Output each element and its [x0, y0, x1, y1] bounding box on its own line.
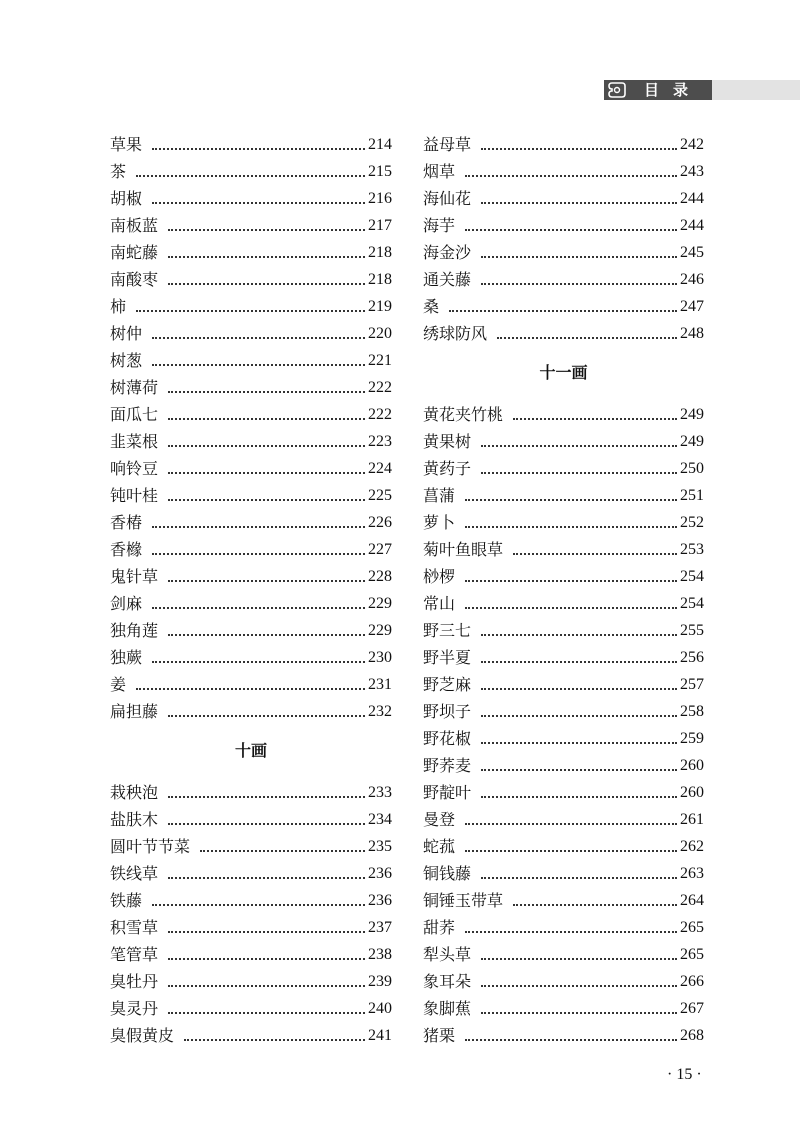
entry-name: 野荞麦 [423, 756, 472, 775]
entry-name: 胡椒 [110, 189, 143, 208]
dot-leader [168, 283, 365, 285]
entry-page: 225 [368, 487, 392, 504]
dot-leader [465, 526, 677, 528]
toc-entry [110, 317, 392, 344]
toc-entry [110, 479, 392, 506]
toc-entry [110, 263, 392, 290]
toc-entry [423, 857, 704, 884]
toc-entry [110, 1019, 392, 1046]
toc-entry [110, 614, 392, 641]
dot-leader [152, 661, 365, 663]
entry-page: 229 [368, 595, 392, 612]
dot-leader [481, 688, 677, 690]
entry-name: 扁担藤 [110, 702, 159, 721]
entry-name: 盐肤木 [110, 810, 159, 829]
entry-page: 232 [368, 703, 392, 720]
entry-name: 树仲 [110, 324, 143, 343]
dot-leader [481, 634, 677, 636]
dot-leader [168, 958, 365, 960]
entry-page: 222 [368, 406, 392, 423]
entry-name: 黄果树 [423, 432, 472, 451]
entry-name: 树葱 [110, 351, 143, 370]
dot-leader [168, 445, 365, 447]
entry-name: 桑 [423, 297, 440, 316]
dot-leader [168, 418, 365, 420]
entry-name: 草果 [110, 135, 143, 154]
toc-entry [423, 506, 704, 533]
toc-entry [423, 236, 704, 263]
toc-entry [423, 1019, 704, 1046]
entry-name: 姜 [110, 675, 127, 694]
dot-leader [481, 985, 677, 987]
entry-page: 244 [680, 217, 704, 234]
entry-page: 218 [368, 271, 392, 288]
entry-name: 积雪草 [110, 918, 159, 937]
entry-name: 野花椒 [423, 729, 472, 748]
entry-page: 255 [680, 622, 704, 639]
entry-name: 栽秧泡 [110, 783, 159, 802]
entry-page: 238 [368, 946, 392, 963]
dot-leader [513, 553, 677, 555]
entry-name: 通关藤 [423, 270, 472, 289]
dot-leader [152, 202, 365, 204]
entry-name: 香橼 [110, 540, 143, 559]
dot-leader [465, 499, 677, 501]
dot-leader [481, 715, 677, 717]
entry-page: 249 [680, 433, 704, 450]
toc-entry [110, 857, 392, 884]
entry-name: 铁藤 [110, 891, 143, 910]
entry-name: 烟草 [423, 162, 456, 181]
entry-page: 265 [680, 946, 704, 963]
dot-leader [152, 148, 365, 150]
dot-leader [168, 823, 365, 825]
entry-page: 253 [680, 541, 704, 558]
entry-page: 247 [680, 298, 704, 315]
toc-entry [110, 506, 392, 533]
entry-page: 252 [680, 514, 704, 531]
entry-page: 234 [368, 811, 392, 828]
toc-entry [110, 938, 392, 965]
dot-leader [481, 472, 677, 474]
dot-leader [168, 580, 365, 582]
dot-leader [481, 958, 677, 960]
dot-leader [481, 796, 677, 798]
entry-page: 260 [680, 757, 704, 774]
entry-name: 南板蓝 [110, 216, 159, 235]
toc-entry [423, 830, 704, 857]
toc-entry [110, 776, 392, 803]
dot-leader [152, 607, 365, 609]
entry-page: 264 [680, 892, 704, 909]
dot-leader [168, 391, 365, 393]
dot-leader [168, 499, 365, 501]
toc-entry [110, 641, 392, 668]
entry-name: 剑麻 [110, 594, 143, 613]
toc-entry [110, 290, 392, 317]
entry-page: 219 [368, 298, 392, 315]
toc-entry [110, 452, 392, 479]
entry-name: 臭牡丹 [110, 972, 159, 991]
toc-entry [110, 236, 392, 263]
toc-entry [110, 830, 392, 857]
dot-leader [513, 904, 677, 906]
entry-page: 236 [368, 865, 392, 882]
header-title-block [604, 80, 712, 100]
entry-name: 象耳朵 [423, 972, 472, 991]
section-title: 目录 [643, 81, 702, 99]
dot-leader [136, 688, 365, 690]
entry-name: 钝叶桂 [110, 486, 159, 505]
entry-page: 244 [680, 190, 704, 207]
entry-name: 臭灵丹 [110, 999, 159, 1018]
entry-page: 246 [680, 271, 704, 288]
dot-leader [465, 175, 677, 177]
dot-leader [152, 904, 365, 906]
dot-leader [481, 202, 677, 204]
entry-name: 韭菜根 [110, 432, 159, 451]
dot-leader [465, 931, 677, 933]
entry-name: 曼登 [423, 810, 456, 829]
toc-entry [110, 371, 392, 398]
entry-page: 228 [368, 568, 392, 585]
toc-entry [423, 722, 704, 749]
entry-page: 237 [368, 919, 392, 936]
entry-page: 240 [368, 1000, 392, 1017]
entry-name: 野坝子 [423, 702, 472, 721]
entry-name: 香椿 [110, 513, 143, 532]
entry-page: 263 [680, 865, 704, 882]
entry-page: 226 [368, 514, 392, 531]
toc-entry [110, 803, 392, 830]
entry-page: 262 [680, 838, 704, 855]
entry-name: 铜钱藤 [423, 864, 472, 883]
dot-leader [465, 229, 677, 231]
toc-entry [423, 776, 704, 803]
entry-page: 233 [368, 784, 392, 801]
entry-name: 臭假黄皮 [110, 1026, 175, 1045]
entry-page: 236 [368, 892, 392, 909]
entry-name: 海金沙 [423, 243, 472, 262]
toc-entry [423, 614, 704, 641]
entry-name: 响铃豆 [110, 459, 159, 478]
entry-page: 242 [680, 136, 704, 153]
entry-page: 258 [680, 703, 704, 720]
dot-leader [481, 148, 677, 150]
entry-name: 野三七 [423, 621, 472, 640]
section-heading: 十画 [234, 740, 267, 760]
entry-page: 265 [680, 919, 704, 936]
dot-leader [513, 418, 677, 420]
toc-entry [110, 668, 392, 695]
entry-name: 树薄荷 [110, 378, 159, 397]
dot-leader [152, 553, 365, 555]
entry-name: 益母草 [423, 135, 472, 154]
toc-entry [423, 938, 704, 965]
toc-entry [110, 884, 392, 911]
toc-entry [423, 884, 704, 911]
toc-entry [110, 344, 392, 371]
entry-page: 224 [368, 460, 392, 477]
dot-leader [465, 1039, 677, 1041]
dot-leader [481, 742, 677, 744]
entry-name: 海芋 [423, 216, 456, 235]
toc-right-column [423, 128, 704, 1046]
dot-leader [152, 364, 365, 366]
dot-leader [168, 715, 365, 717]
dot-leader [497, 337, 677, 339]
dot-leader [200, 850, 365, 852]
entry-name: 铁线草 [110, 864, 159, 883]
toc-entry [110, 425, 392, 452]
dot-leader [481, 661, 677, 663]
entry-page: 254 [680, 568, 704, 585]
entry-name: 菖蒲 [423, 486, 456, 505]
toc-entry [423, 182, 704, 209]
entry-page: 222 [368, 379, 392, 396]
entry-name: 面瓜七 [110, 405, 159, 424]
entry-name: 犁头草 [423, 945, 472, 964]
dot-leader [481, 769, 677, 771]
entry-page: 260 [680, 784, 704, 801]
dot-leader [449, 310, 677, 312]
entry-name: 甜荞 [423, 918, 456, 937]
dot-leader [465, 580, 677, 582]
entry-page: 259 [680, 730, 704, 747]
toc-entry [423, 263, 704, 290]
entry-page: 243 [680, 163, 704, 180]
entry-name: 象脚蕉 [423, 999, 472, 1018]
entry-page: 249 [680, 406, 704, 423]
dot-leader [168, 1012, 365, 1014]
entry-name: 独角莲 [110, 621, 159, 640]
toc-entry [110, 695, 392, 722]
entry-name: 圆叶节节菜 [110, 837, 191, 856]
entry-name: 铜锤玉带草 [423, 891, 504, 910]
entry-page: 220 [368, 325, 392, 342]
toc-entry [423, 587, 704, 614]
toc-entry [110, 587, 392, 614]
toc-entry [110, 209, 392, 236]
toc-entry [423, 803, 704, 830]
entry-page: 257 [680, 676, 704, 693]
dot-leader [136, 175, 365, 177]
page-number: · 15 · [667, 1066, 702, 1083]
toc-entry [110, 560, 392, 587]
entry-name: 桫椤 [423, 567, 456, 586]
entry-page: 229 [368, 622, 392, 639]
entry-page: 251 [680, 487, 704, 504]
toc-entry [110, 182, 392, 209]
dot-leader [465, 850, 677, 852]
toc-entry [423, 695, 704, 722]
entry-page: 223 [368, 433, 392, 450]
entry-name: 鬼针草 [110, 567, 159, 586]
entry-page: 216 [368, 190, 392, 207]
dot-leader [168, 634, 365, 636]
toc-entry [423, 641, 704, 668]
dot-leader [481, 256, 677, 258]
entry-name: 萝卜 [423, 513, 456, 532]
dot-leader [168, 229, 365, 231]
entry-name: 蛇菰 [423, 837, 456, 856]
entry-page: 268 [680, 1027, 704, 1044]
dot-leader [184, 1039, 365, 1041]
entry-page: 221 [368, 352, 392, 369]
entry-name: 绣球防风 [423, 324, 488, 343]
toc-entry [423, 290, 704, 317]
entry-page: 235 [368, 838, 392, 855]
toc-entry [423, 560, 704, 587]
entry-page: 248 [680, 325, 704, 342]
entry-name: 笔管草 [110, 945, 159, 964]
entry-page: 214 [368, 136, 392, 153]
entry-name: 常山 [423, 594, 456, 613]
entry-page: 266 [680, 973, 704, 990]
toc-entry [423, 668, 704, 695]
entry-page: 230 [368, 649, 392, 666]
entry-page: 267 [680, 1000, 704, 1017]
toc-entry [423, 965, 704, 992]
dot-leader [168, 985, 365, 987]
dot-leader [481, 1012, 677, 1014]
entry-name: 独蕨 [110, 648, 143, 667]
entry-page: 256 [680, 649, 704, 666]
entry-name: 猪栗 [423, 1026, 456, 1045]
entry-name: 茶 [110, 162, 127, 181]
dot-leader [152, 337, 365, 339]
entry-page: 241 [368, 1027, 392, 1044]
entry-name: 南蛇藤 [110, 243, 159, 262]
toc-entry [423, 749, 704, 776]
toc-entry [423, 479, 704, 506]
section-heading: 十一画 [539, 362, 588, 382]
toc-entry [423, 992, 704, 1019]
dot-leader [465, 607, 677, 609]
dot-leader [168, 931, 365, 933]
dot-leader [136, 310, 365, 312]
entry-page: 227 [368, 541, 392, 558]
entry-name: 黄花夹竹桃 [423, 405, 504, 424]
entry-name: 黄药子 [423, 459, 472, 478]
entry-page: 254 [680, 595, 704, 612]
entry-name: 柿 [110, 297, 127, 316]
toc-entry [423, 128, 704, 155]
dot-leader [168, 256, 365, 258]
entry-page: 261 [680, 811, 704, 828]
toc-entry [423, 533, 704, 560]
entry-name: 野靛叶 [423, 783, 472, 802]
toc-entry [423, 425, 704, 452]
toc-entry [423, 317, 704, 344]
entry-page: 215 [368, 163, 392, 180]
dot-leader [481, 445, 677, 447]
entry-name: 南酸枣 [110, 270, 159, 289]
entry-page: 250 [680, 460, 704, 477]
dot-leader [481, 283, 677, 285]
dot-leader [168, 472, 365, 474]
toc-entry [110, 533, 392, 560]
toc-entry [110, 965, 392, 992]
toc-entry [110, 155, 392, 182]
toc-entry [110, 128, 392, 155]
entry-page: 239 [368, 973, 392, 990]
toc-left-column [110, 128, 392, 1046]
entry-page: 231 [368, 676, 392, 693]
toc-entry [423, 452, 704, 479]
toc-entry [110, 398, 392, 425]
dot-leader [465, 823, 677, 825]
toc-entry [110, 911, 392, 938]
toc-entry [110, 992, 392, 1019]
entry-name: 海仙花 [423, 189, 472, 208]
entry-page: 245 [680, 244, 704, 261]
dot-leader [168, 877, 365, 879]
entry-page: 217 [368, 217, 392, 234]
toc-entry [423, 155, 704, 182]
toc-entry [423, 911, 704, 938]
header-bar [604, 80, 800, 100]
entry-name: 野半夏 [423, 648, 472, 667]
toc-entry [423, 209, 704, 236]
dot-leader [481, 877, 677, 879]
entry-name: 野芝麻 [423, 675, 472, 694]
entry-page: 218 [368, 244, 392, 261]
dot-leader [168, 796, 365, 798]
toc-entry [423, 398, 704, 425]
dot-leader [152, 526, 365, 528]
entry-name: 菊叶鱼眼草 [423, 540, 504, 559]
